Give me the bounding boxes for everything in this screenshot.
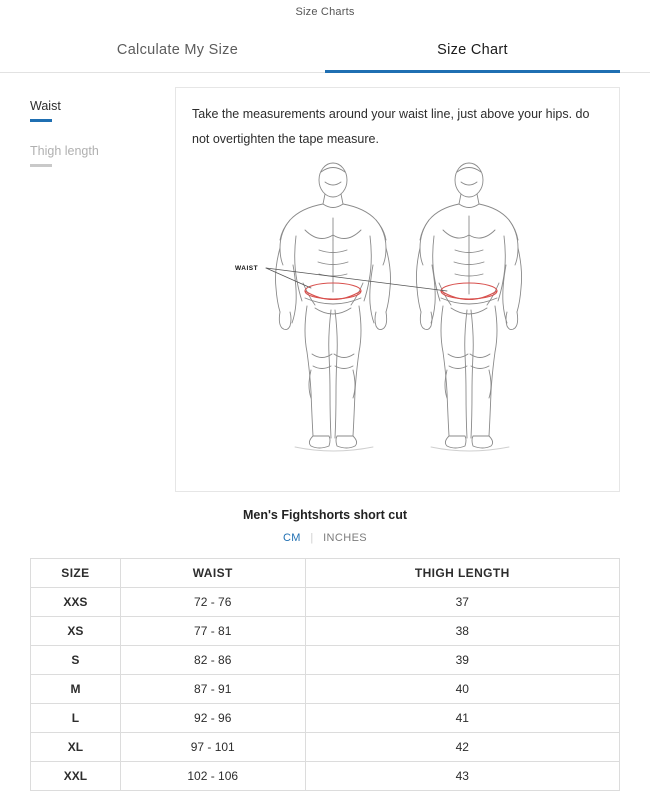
cell-size: XL [31, 733, 121, 762]
cell-waist: 72 - 76 [120, 588, 305, 617]
column-header-size: SIZE [31, 559, 121, 588]
cell-thigh: 42 [305, 733, 619, 762]
cell-waist: 97 - 101 [120, 733, 305, 762]
table-row [31, 588, 620, 617]
cell-size: S [31, 646, 121, 675]
table-row [31, 646, 620, 675]
cell-thigh: 41 [305, 704, 619, 733]
cell-size: M [31, 675, 121, 704]
cell-thigh: 37 [305, 588, 619, 617]
measurement-sidebar [30, 87, 175, 492]
cell-waist: 92 - 96 [120, 704, 305, 733]
male-body-waist-measurement-diagram [233, 158, 563, 468]
table-row [31, 733, 620, 762]
sidebar-item-thigh-length-label: Thigh length [30, 144, 99, 158]
table-row [31, 704, 620, 733]
sidebar-item-waist[interactable] [30, 99, 175, 122]
content-area [0, 87, 650, 492]
sidebar-active-indicator [30, 119, 52, 122]
body-diagram [192, 158, 603, 468]
cell-size: XXL [31, 762, 121, 791]
column-header-waist: WAIST [120, 559, 305, 588]
sidebar-item-waist-label: Waist [30, 99, 61, 113]
cell-thigh: 38 [305, 617, 619, 646]
unit-separator: | [310, 532, 314, 544]
cell-size: XXS [31, 588, 121, 617]
cell-thigh: 39 [305, 646, 619, 675]
unit-cm-button[interactable]: CM [282, 532, 301, 544]
cell-waist: 82 - 86 [120, 646, 305, 675]
table-row [31, 762, 620, 791]
cell-size: XS [31, 617, 121, 646]
column-header-thigh-length: THIGH LENGTH [305, 559, 619, 588]
table-header-row [31, 559, 620, 588]
tab-size-chart[interactable]: Size Chart [325, 32, 620, 73]
cell-thigh: 40 [305, 675, 619, 704]
table-row [31, 675, 620, 704]
tab-bar [0, 32, 650, 73]
measurement-panel [175, 87, 620, 492]
page-title: Size Charts [295, 6, 355, 18]
tab-calculate-my-size[interactable]: Calculate My Size [116, 42, 239, 58]
cell-size: L [31, 704, 121, 733]
measurement-instruction: Take the measurements around your waist line, just above your hips. do not overtighten the tape measure. [192, 107, 590, 146]
unit-toggle [0, 532, 650, 544]
sidebar-item-thigh-length[interactable] [30, 144, 175, 167]
unit-inches-button[interactable]: INCHES [323, 532, 368, 544]
size-chart-table [30, 558, 620, 791]
cell-thigh: 43 [305, 762, 619, 791]
waist-annotation-label: WAIST [234, 265, 258, 272]
table-row [31, 617, 620, 646]
product-title: Men's Fightshorts short cut [242, 508, 408, 522]
cell-waist: 102 - 106 [120, 762, 305, 791]
cell-waist: 87 - 91 [120, 675, 305, 704]
cell-waist: 77 - 81 [120, 617, 305, 646]
sidebar-inactive-indicator [30, 164, 52, 167]
